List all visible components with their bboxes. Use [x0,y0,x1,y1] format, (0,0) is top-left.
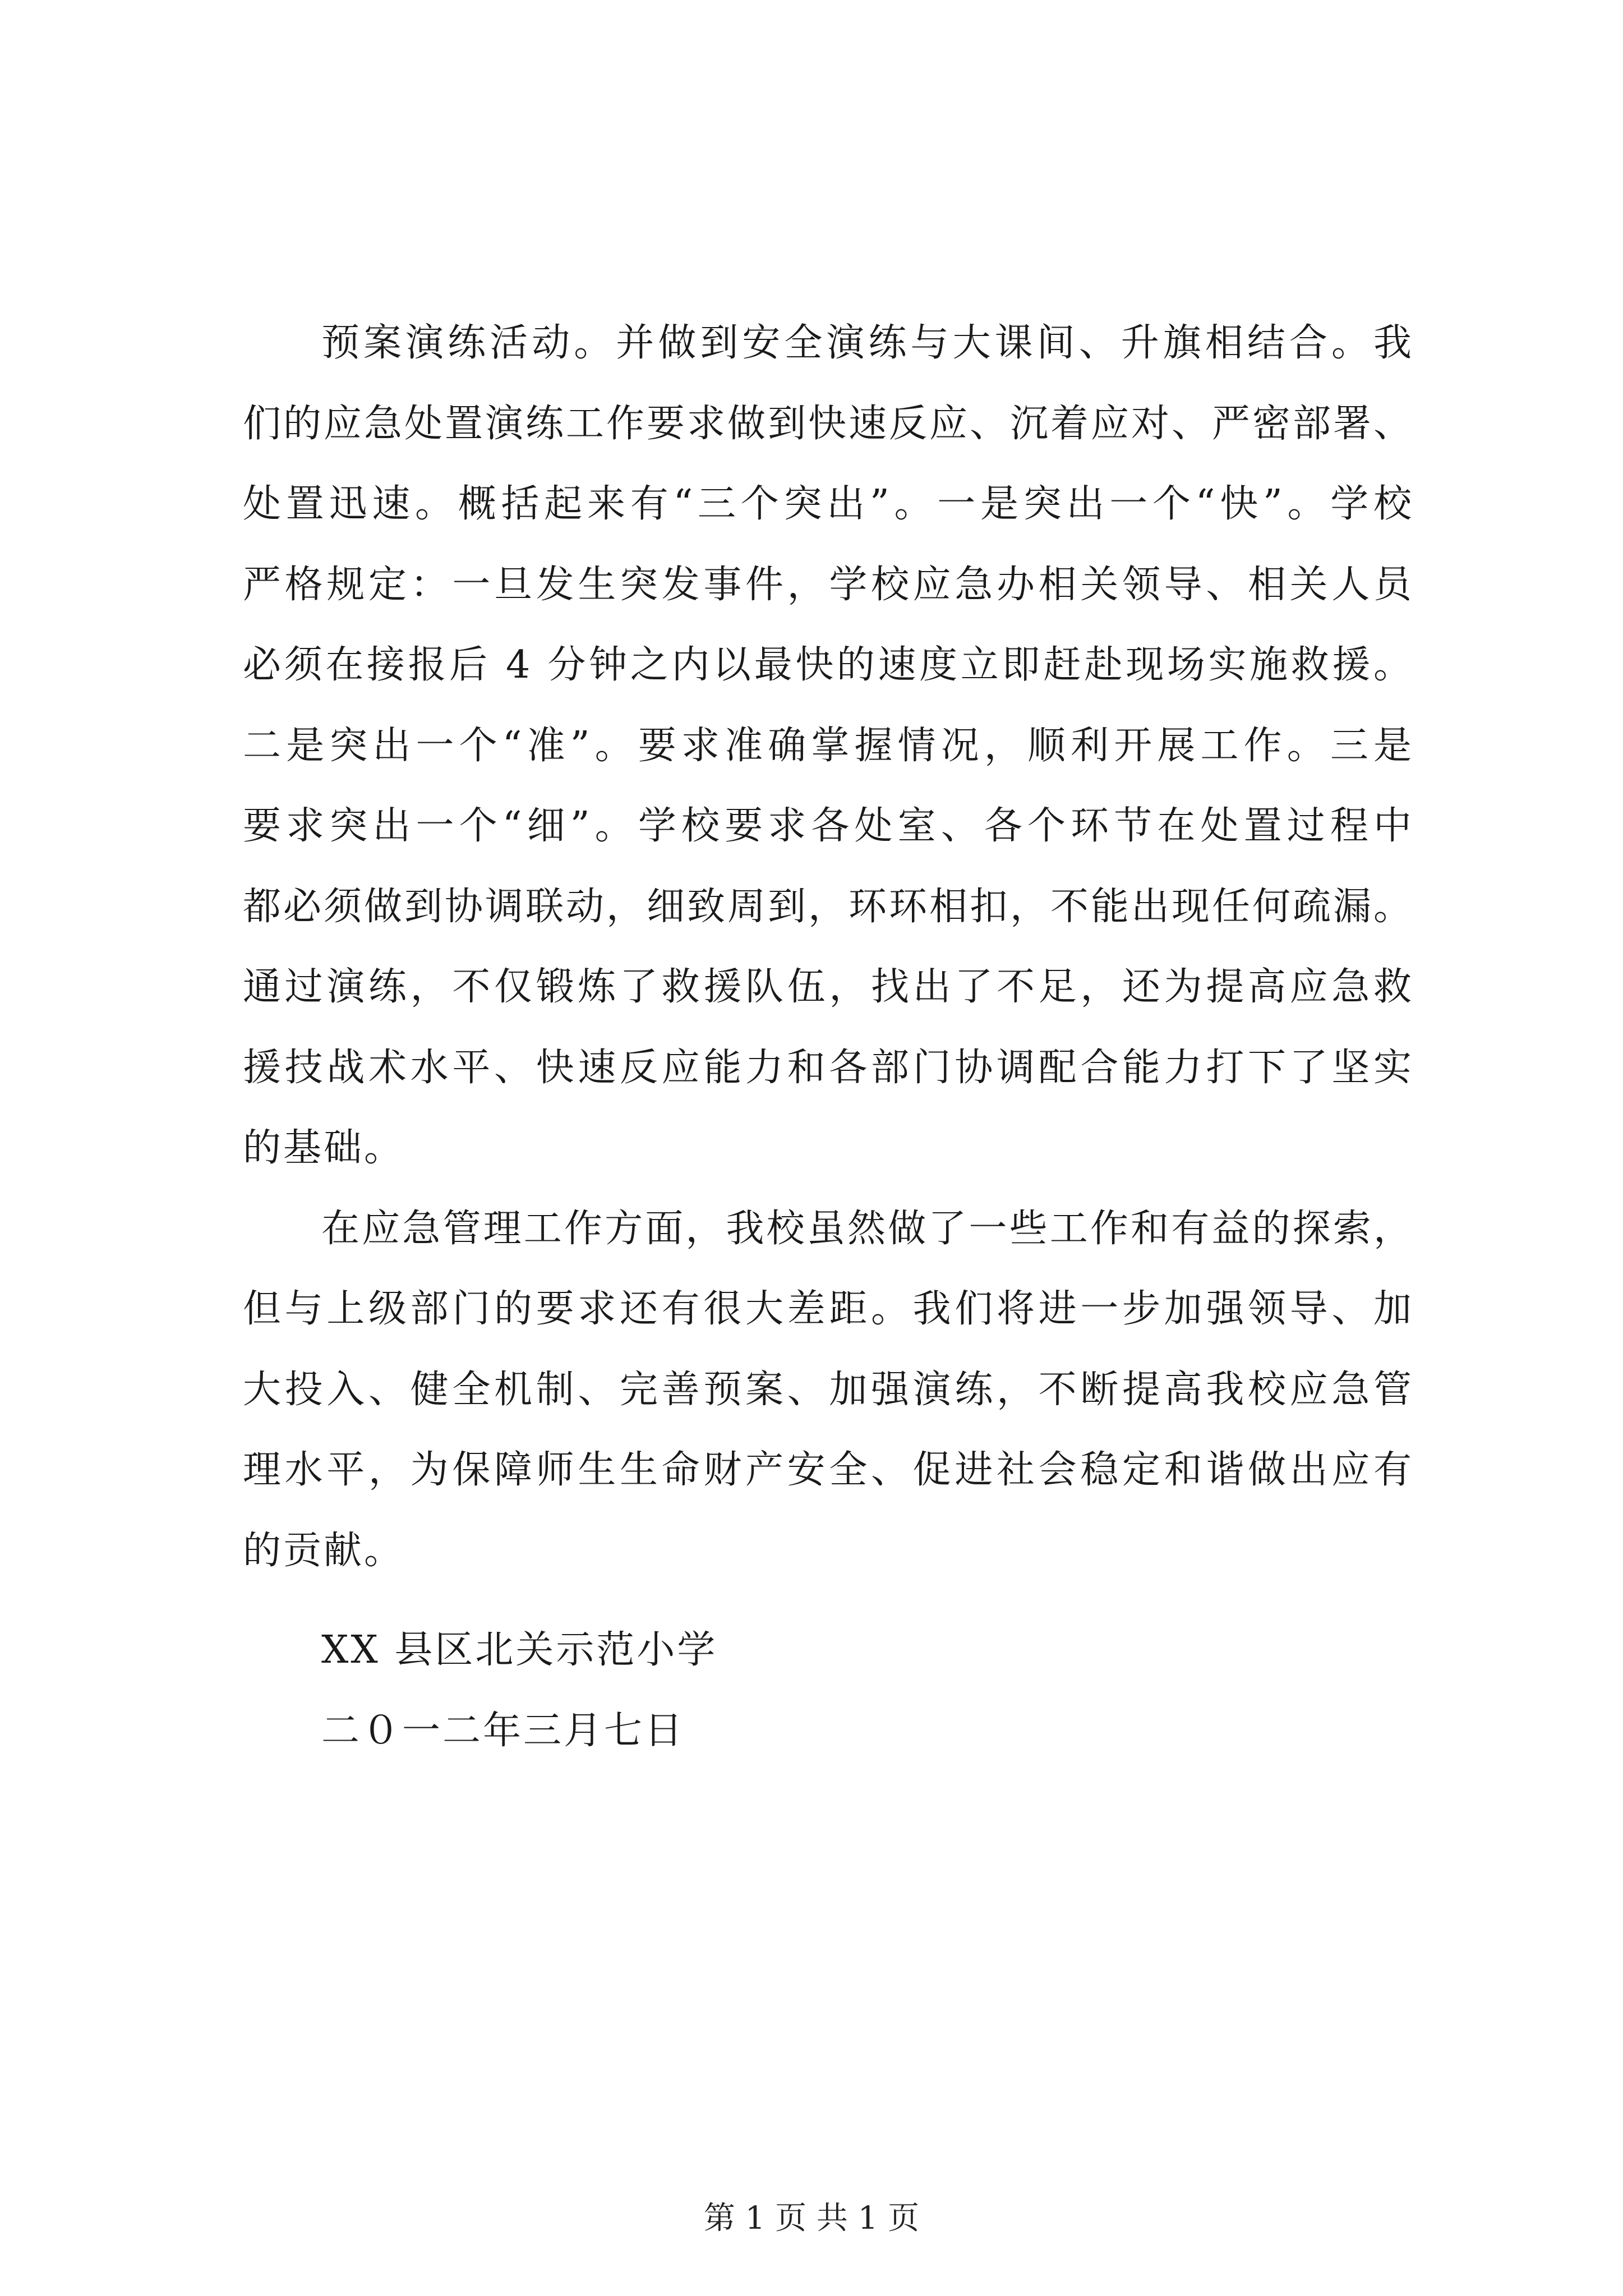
paragraph-1-line-5: 必须在接报后 4 分钟之内以最快的速度立即赶赴现场实施救援。 [243,643,1414,687]
paragraph-1-line-10: 援技战术水平、快速反应能力和各部门协调配合能力打下了坚实 [243,1045,1414,1090]
paragraph-2-line-2: 但与上级部门的要求还有很大差距。我们将进一步加强领导、加 [243,1287,1414,1331]
paragraph-1-line-7: 要求突出一个“细”。学校要求各处室、各个环节在处置过程中 [243,804,1414,848]
paragraph-1-line-2: 们的应急处置演练工作要求做到快速反应、沉着应对、严密部署、 [243,401,1414,446]
signature-block [321,1610,717,1771]
paragraph-1-line-6: 二是突出一个“准”。要求准确掌握情况，顺利开展工作。三是 [243,723,1414,768]
paragraph-1-line-9: 通过演练，不仅锻炼了救援队伍，找出了不足，还为提高应急救 [243,965,1414,1009]
document-body [243,303,1414,1591]
paragraph-2-line-4: 理水平，为保障师生生命财产安全、促进社会稳定和谐做出应有 [243,1448,1414,1492]
paragraph-1-line-11: 的基础。 [243,1126,405,1170]
paragraph-2-line-3: 大投入、健全机制、完善预案、加强演练，不断提高我校应急管 [243,1367,1414,1412]
paragraph-1-line-1: 预案演练活动。并做到安全演练与大课间、升旗相结合。我 [321,321,1414,365]
signature-organization: XX 县区北关示范小学 [321,1628,718,1672]
paragraph-1-line-3: 处置迅速。概括起来有“三个突出”。一是突出一个“快”。学校 [243,482,1414,526]
paragraph-1-line-4: 严格规定：一旦发生突发事件，学校应急办相关领导、相关人员 [243,562,1414,607]
signature-date: 二０一二年三月七日 [321,1708,685,1753]
paragraph-2-line-5: 的贡献。 [243,1528,405,1573]
paragraph-2-line-1: 在应急管理工作方面，我校虽然做了一些工作和有益的探索， [321,1206,1414,1251]
page-number-label: 第 1 页 共 1 页 [703,2200,920,2237]
page-footer [0,2199,1623,2238]
paragraph-1-line-8: 都必须做到协调联动，细致周到，环环相扣，不能出现任何疏漏。 [243,884,1414,929]
